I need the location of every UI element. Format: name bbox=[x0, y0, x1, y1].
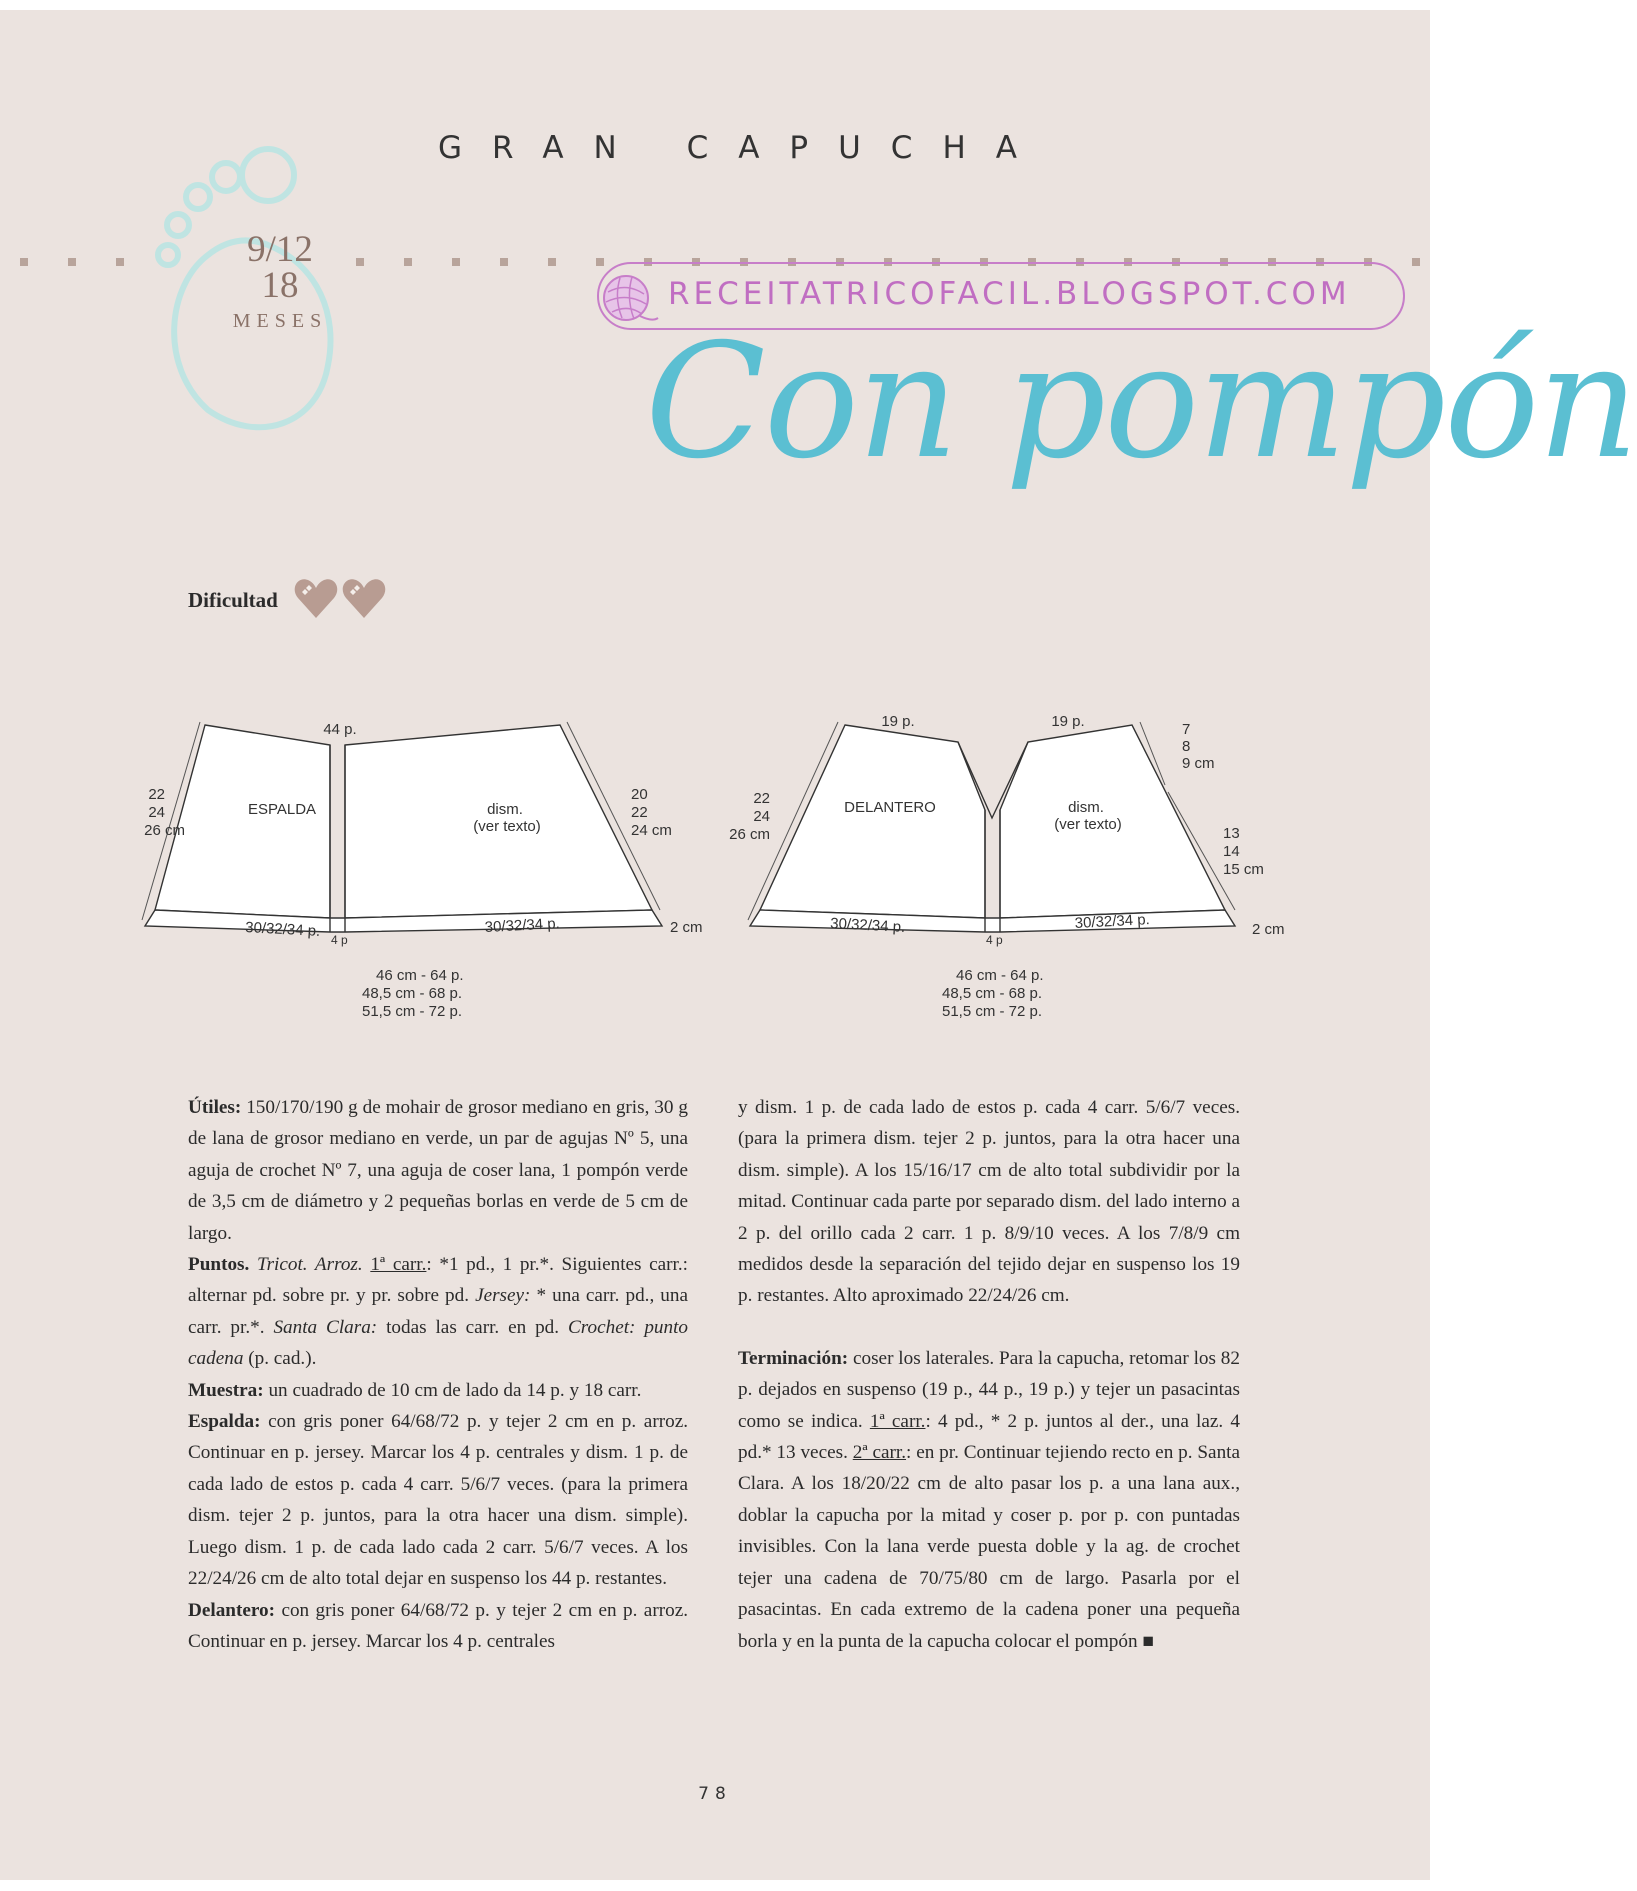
back-border-height: 2 cm bbox=[670, 919, 703, 936]
front-width-1: 46 cm - 64 p. bbox=[956, 967, 1044, 984]
back-width-2: 48,5 cm - 68 p. bbox=[362, 985, 463, 1002]
front-bottom-count-1: 30/32/34 p. bbox=[829, 915, 906, 936]
back-right-height-1: 20 bbox=[631, 786, 648, 803]
stitch-santa-clara: Santa Clara: bbox=[273, 1316, 378, 1338]
front-height-3: 26 cm bbox=[729, 826, 770, 843]
back-height-1: 22 bbox=[148, 786, 165, 803]
page-number: 78 bbox=[698, 1784, 732, 1804]
divider-dot bbox=[68, 258, 76, 266]
heart-icon bbox=[295, 579, 338, 618]
back-paragraph bbox=[188, 1406, 688, 1594]
front-neck-height-3: 9 cm bbox=[1182, 755, 1215, 772]
difficulty-hearts bbox=[292, 574, 392, 622]
materials-heading: Útiles: bbox=[188, 1097, 242, 1118]
divider-dot bbox=[116, 258, 124, 266]
front-top-count-right: 19 p. bbox=[1051, 713, 1085, 730]
materials-paragraph bbox=[188, 1092, 688, 1249]
front-side-height-1: 13 bbox=[1223, 825, 1240, 842]
divider-dot bbox=[500, 258, 508, 266]
back-center-band: 4 p bbox=[331, 933, 348, 947]
stitch-text-a: : *1 pd., 1 pr.*. Siguientes carr.: alternar pd. sobre pr. y pr. sobre pd. bbox=[188, 1254, 689, 1307]
stitch-text-d: (p. cad.). bbox=[248, 1348, 317, 1370]
front-panel-left bbox=[760, 725, 985, 918]
front-text-continued: y dism. 1 p. de cada lado de estos p. cada 4 carr. 5/6/7 veces. (para la primera dism. tejer 2 p. juntos, para la otra hacer una dism. simple). A los 15/16/17 cm de alto total subdividir por la mitad. Continuar cada parte por separado dism. del lado interno a 2 p. del orillo cada 2 carr. 1 p. 8/9/10 veces. A los 7/8/9 cm medidos desde la separación del tejido dejar en suspenso los 19 p. restantes. Alto aproximado 22/24/26 cm. bbox=[738, 1097, 1240, 1307]
front-width-2: 48,5 cm - 68 p. bbox=[942, 985, 1043, 1002]
front-neck-height-1: 7 bbox=[1182, 721, 1191, 738]
divider-dot bbox=[596, 258, 604, 266]
front-top-count-left: 19 p. bbox=[881, 713, 915, 730]
heart-icon bbox=[343, 579, 386, 618]
finishing-text-b: : 4 pd., * 2 p. juntos al der., una laz. 4 pd.* 13 veces. bbox=[738, 1410, 1240, 1464]
stitch-text-c: todas las carr. en pd. bbox=[386, 1316, 560, 1338]
front-panel-label: DELANTERO bbox=[844, 799, 936, 816]
divider-dot bbox=[1412, 258, 1420, 266]
front-dec-note: (ver texto) bbox=[1054, 816, 1122, 833]
finishing-paragraph bbox=[738, 1343, 1240, 1657]
divider-dot bbox=[452, 258, 460, 266]
front-height-2: 24 bbox=[753, 808, 770, 825]
pattern-title: Con pompón bbox=[645, 310, 1637, 494]
gauge-heading: Muestra: bbox=[188, 1379, 264, 1401]
front-height-1: 22 bbox=[753, 790, 770, 807]
back-heading: Espalda: bbox=[188, 1411, 261, 1433]
series-title: GRAN CAPUCHA bbox=[438, 130, 1047, 166]
end-mark: ■ bbox=[1142, 1630, 1154, 1652]
stitch-jersey: Jersey: bbox=[475, 1285, 531, 1307]
back-bottom-count-1: 30/32/34 p. bbox=[244, 919, 321, 940]
gauge-text: un cuadrado de 10 cm de lado da 14 p. y 18 carr. bbox=[268, 1379, 642, 1401]
front-center-band: 4 p bbox=[986, 933, 1003, 947]
finishing-row1: 1ª carr. bbox=[869, 1410, 926, 1432]
back-panel-label: ESPALDA bbox=[247, 801, 317, 818]
age-line-2: 18 bbox=[261, 265, 299, 306]
front-border-height: 2 cm bbox=[1252, 921, 1285, 938]
instructions-column-right bbox=[738, 1092, 1240, 1657]
age-range bbox=[210, 229, 350, 333]
page bbox=[0, 10, 1637, 1880]
back-bottom-count-2: 30/32/34 p. bbox=[484, 915, 561, 936]
divider-dot bbox=[20, 258, 28, 266]
front-text: con gris poner 64/68/72 p. y tejer 2 cm en p. arroz. Continuar en p. jersey. Marcar los 4 p. centrales bbox=[188, 1599, 689, 1652]
divider-dot bbox=[548, 258, 556, 266]
stitch-tricot: Tricot. Arroz. bbox=[256, 1254, 363, 1276]
materials-text: 150/170/190 g de mohair de grosor mediano en gris, 30 g de lana de grosor mediano en verde, un par de agujas Nº 5, una aguja de crochet Nº 7, una aguja de coser lana, 1 pompón verde de 3,5 cm de diámetro y 2 pequeñas borlas en verde de 5 cm de largo. bbox=[188, 1097, 688, 1244]
back-width-3: 51,5 cm - 72 p. bbox=[362, 1003, 463, 1020]
front-bottom-count-2: 30/32/34 p. bbox=[1074, 911, 1151, 932]
back-top-count: 44 p. bbox=[323, 721, 357, 738]
front-border-band bbox=[750, 910, 1235, 932]
stitch-row1: 1ª carr. bbox=[370, 1254, 427, 1276]
instructions-column-left bbox=[188, 1092, 688, 1657]
stitch-crochet: Crochet: punto cadena bbox=[188, 1316, 689, 1370]
back-height-2: 24 bbox=[148, 804, 165, 821]
back-right-height-3: 24 cm bbox=[631, 822, 672, 839]
divider-dot bbox=[404, 258, 412, 266]
front-heading: Delantero: bbox=[188, 1599, 276, 1621]
front-side-height-3: 15 cm bbox=[1223, 861, 1264, 878]
back-dec-label: dism. bbox=[487, 801, 523, 818]
front-paragraph bbox=[188, 1595, 688, 1658]
back-schematic bbox=[130, 700, 720, 1040]
finishing-heading: Terminación: bbox=[738, 1347, 849, 1369]
front-dec-label: dism. bbox=[1068, 799, 1104, 816]
finishing-text-a: coser los laterales. Para la capucha, retomar los 82 p. dejados en suspenso (19 p., 44 p., 19 p.) y tejer un pasacintas como se indica. bbox=[738, 1347, 1240, 1432]
blog-url: RECEITATRICOFACIL.BLOGSPOT.COM bbox=[668, 276, 1351, 312]
age-line-1: 9/12 bbox=[247, 229, 313, 270]
back-height-3: 26 cm bbox=[144, 822, 185, 839]
back-right-height-2: 22 bbox=[631, 804, 648, 821]
difficulty-label: Dificultad bbox=[188, 588, 278, 612]
back-dec-note: (ver texto) bbox=[473, 818, 541, 835]
stitches-heading: Puntos. bbox=[188, 1254, 250, 1276]
front-schematic bbox=[720, 700, 1300, 1040]
front-side-height-2: 14 bbox=[1223, 843, 1240, 860]
age-unit: MESES bbox=[232, 310, 328, 332]
gauge-paragraph bbox=[188, 1375, 688, 1406]
front-width-3: 51,5 cm - 72 p. bbox=[942, 1003, 1043, 1020]
stitch-text-b: * una carr. pd., una carr. pr.*. bbox=[188, 1285, 689, 1338]
finishing-row2: 2ª carr. bbox=[852, 1442, 907, 1464]
finishing-text-c: : en pr. Continuar tejiendo recto en p. Santa Clara. A los 18/20/22 cm de alto pasar los p. a una lana aux., doblar la capucha por la mitad y coser p. por p. con puntadas invisibles. Con la lana verde puesta doble y la ag. de crochet tejer una cadena de 70/75/80 cm de largo. Pasarla por el pasacintas. En cada extremo de la cadena poner una pequeña borla y en la punta de la capucha colocar el pompón bbox=[738, 1442, 1241, 1652]
front-neck-height-2: 8 bbox=[1182, 738, 1191, 755]
stitches-paragraph bbox=[188, 1249, 688, 1375]
back-text: con gris poner 64/68/72 p. y tejer 2 cm en p. arroz. Continuar en p. jersey. Marcar los 4 p. centrales y dism. 1 p. de cada lado de estos p. cada 4 carr. 5/6/7 veces. (para la primera dism. tejer 2 p. juntos, para la otra hacer una dism. simple). Luego dism. 1 p. de cada lado cada 2 carr. 5/6/7 veces. A los 22/24/26 cm de alto total dejar en suspenso los 44 p. restantes. bbox=[188, 1411, 689, 1590]
back-width-1: 46 cm - 64 p. bbox=[376, 967, 464, 984]
